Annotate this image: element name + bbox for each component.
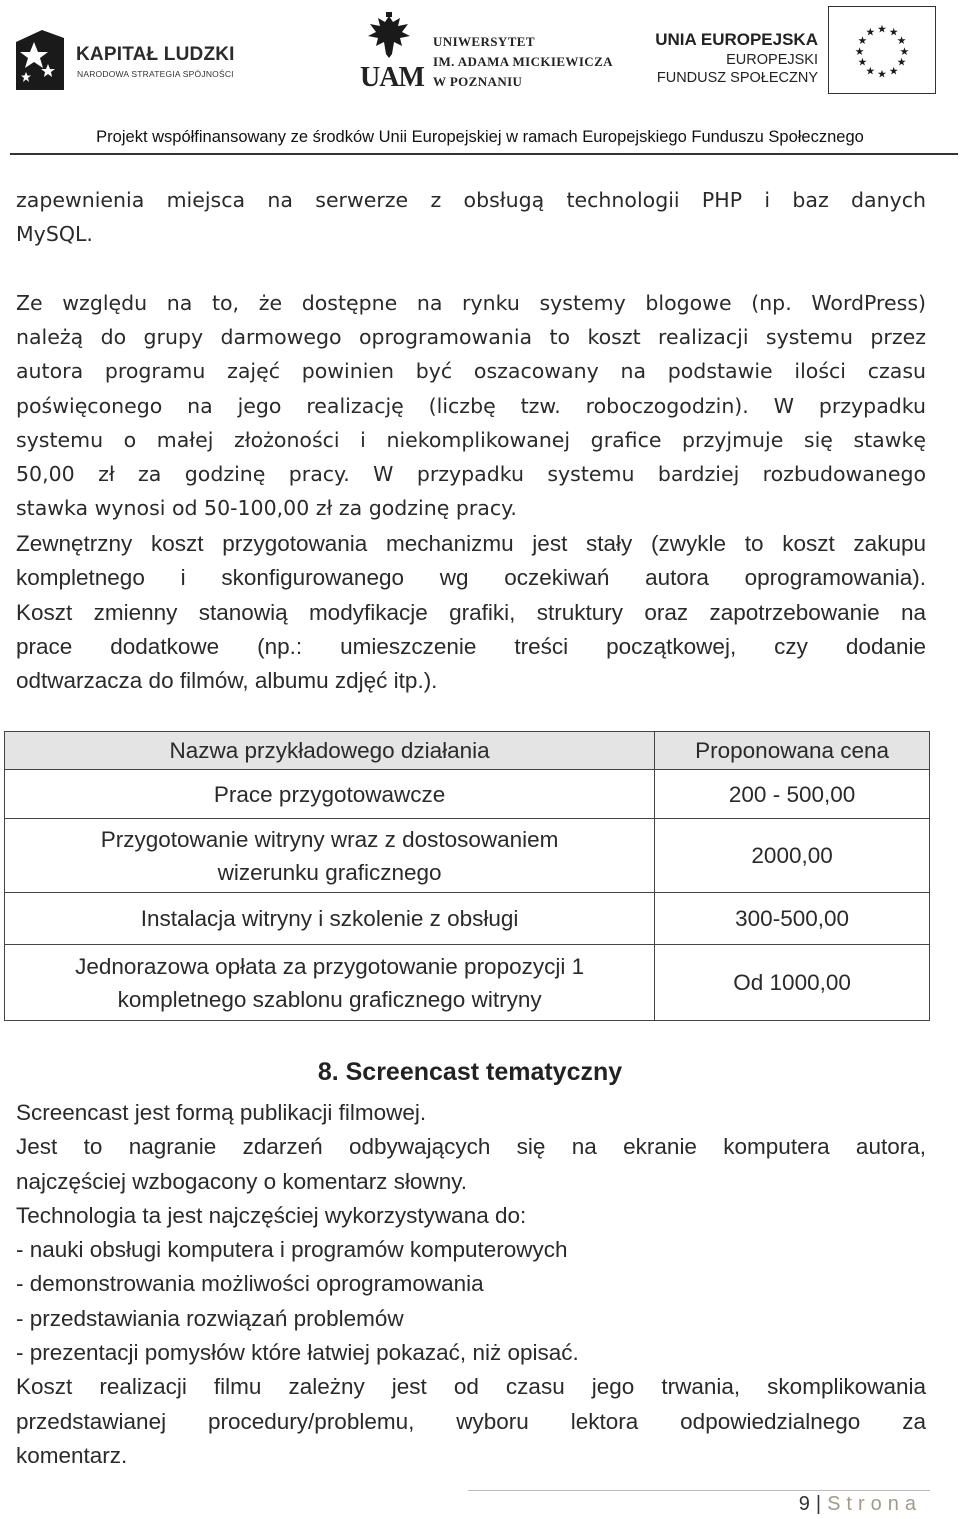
page-number: 9 <box>798 1493 810 1515</box>
price-cell: 2000,00 <box>655 819 930 893</box>
eu-line-2: EUROPEJSKI <box>726 52 818 68</box>
paragraph-line: komentarz. <box>16 1442 128 1468</box>
paragraph-line: zapewnienia miejsca na serwerze z obsługą technologii PHP i baz danych <box>16 188 926 212</box>
list-item: - nauki obsługi komputera i programów komputerowych <box>16 1237 568 1263</box>
paragraph-hosting <box>16 183 926 251</box>
eu-stars-flag-icon <box>828 6 936 94</box>
kapital-ludzki-emblem-icon <box>12 28 68 90</box>
svg-text:★: ★ <box>888 25 899 39</box>
list-item: - przedstawiania rozwiązań problemów <box>16 1305 404 1331</box>
paragraph-line: systemu o małej złożoności i niekomplikowanej grafice przyjmuje się stawkę <box>16 427 926 452</box>
svg-text:★: ★ <box>857 34 868 48</box>
cell-line: Przygotowanie witryny wraz z dostosowaniem <box>100 826 559 852</box>
svg-text:★: ★ <box>865 64 876 78</box>
price-cell: 300-500,00 <box>655 893 930 945</box>
page-footer <box>799 1493 922 1516</box>
svg-text:★: ★ <box>899 44 910 58</box>
kapital-ludzki-subtitle: NARODOWA STRATEGIA SPÓJNOŚCI <box>77 69 234 79</box>
list-item: - demonstrowania możliwości oprogramowania <box>16 1271 484 1297</box>
section-heading: 8. Screencast tematyczny <box>317 1058 623 1086</box>
paragraph-line: Screencast jest formą publikacji filmowej. <box>16 1100 427 1125</box>
footer-divider <box>468 1490 930 1491</box>
header-divider <box>10 153 958 155</box>
table-row <box>5 945 930 1021</box>
cell-line: Jednorazowa opłata za przygotowanie propozycji 1 <box>75 953 585 979</box>
table-row <box>5 770 930 819</box>
paragraph-line: MySQL. <box>16 222 93 247</box>
uam-line-3: W POZNANIU <box>433 74 523 89</box>
cell-line: wizerunku graficznego <box>217 859 442 885</box>
action-name-cell <box>5 893 655 945</box>
cell-line: Prace przygotowawcze <box>213 781 446 807</box>
eagle-crest-icon <box>364 12 414 60</box>
eu-logo <box>655 6 940 96</box>
svg-text:★: ★ <box>888 64 899 78</box>
paragraph-line: przedstawianej procedury/problemu, wyboru lektora odpowiedzialnego za <box>16 1408 926 1434</box>
uam-logo <box>348 4 613 104</box>
paragraph-line: najczęściej wzbogacony o komentarz słowny. <box>16 1168 468 1194</box>
eu-line-3: FUNDUSZ SPOŁECZNY <box>656 70 818 86</box>
cell-line: Instalacja witryny i szkolenie z obsługi <box>140 906 519 931</box>
table-header-row <box>5 732 930 770</box>
column-header-price: Proponowana cena <box>655 732 930 770</box>
cell-line: kompletnego szablonu graficznego witryny <box>117 986 542 1012</box>
kapital-ludzki-logo <box>12 22 235 102</box>
column-header-name: Nazwa przykładowego działania <box>5 732 655 770</box>
action-name-cell <box>5 945 655 1021</box>
section-body <box>16 1096 926 1473</box>
paragraph-line: Jest to nagranie zdarzeń odbywających się na ekranie komputera autora, <box>16 1134 926 1160</box>
paragraph-line: kompletnego i skonfigurowanego wg oczekiwań autora oprogramowania). <box>16 565 926 591</box>
action-name-cell <box>5 770 655 819</box>
paragraph-line: prace dodatkowe (np.: umieszczenie treści początkowej, czy dodanie <box>16 633 926 659</box>
page-word: Strona <box>827 1493 922 1515</box>
eu-line-1: UNIA EUROPEJSKA <box>655 30 818 49</box>
paragraph-line: należą do grupy darmowego oprogramowania to koszt realizacji systemu przez <box>16 325 926 350</box>
paragraph-line: Koszt zmienny stanowią modyfikacje grafiki, struktury oraz zapotrzebowanie na <box>16 599 926 625</box>
svg-text:★: ★ <box>857 55 868 69</box>
paragraph-line: Technologia ta jest najczęściej wykorzystywana do: <box>16 1202 527 1228</box>
paragraph-line: Koszt realizacji filmu zależny jest od czasu jego trwania, skomplikowania <box>16 1374 926 1400</box>
paragraph-line: stawka wynosi od 50-100,00 zł za godzinę pracy. <box>16 496 517 521</box>
uam-line-1: UNIWERSYTET <box>433 34 535 49</box>
svg-text:★: ★ <box>896 55 907 69</box>
price-cell: 200 - 500,00 <box>655 770 930 819</box>
svg-text:★: ★ <box>877 22 887 36</box>
uam-line-2: IM. ADAMA MICKIEWICZA <box>433 54 613 69</box>
paragraph-external-cost <box>16 527 926 698</box>
paragraph-cost-estimation <box>16 286 926 525</box>
pricing-table <box>4 731 930 1021</box>
paragraph-line: Zewnętrzny koszt przygotowania mechanizmu jest stały (zwykle to koszt zakupu <box>16 531 926 556</box>
paragraph-line: 50,00 zł za godzinę pracy. W przypadku systemu bardziej rozbudowanego <box>16 462 926 487</box>
svg-text:★: ★ <box>877 67 887 81</box>
price-cell: Od 1000,00 <box>655 945 930 1021</box>
action-name-cell <box>5 819 655 893</box>
project-funding-line: Projekt współfinansowany ze środków Unii Europejskiej w ramach Europejskiego Funduszu Społecznego <box>96 128 864 146</box>
page-header <box>0 0 960 160</box>
paragraph-line: autora programu zajęć powinien być oszacowany na podstawie ilości czasu <box>16 359 926 384</box>
svg-text:★: ★ <box>865 25 876 39</box>
paragraph-line: odtwarzacza do filmów, albumu zdjęć itp.). <box>16 668 438 694</box>
kapital-ludzki-title: KAPITAŁ LUDZKI <box>76 44 235 65</box>
table-row <box>5 893 930 945</box>
paragraph-line: poświęconego na jego realizację (liczbę tzw. roboczogodzin). W przypadku <box>16 393 926 418</box>
list-item: - prezentacji pomysłów które łatwiej pokazać, niż opisać. <box>16 1340 579 1366</box>
footer-separator: | <box>815 1493 822 1515</box>
svg-text:★: ★ <box>896 34 907 48</box>
table-row <box>5 819 930 893</box>
svg-text:★: ★ <box>854 44 865 58</box>
paragraph-line: Ze względu na to, że dostępne na rynku systemy blogowe (np. WordPress) <box>16 291 926 315</box>
uam-monogram: UAM <box>360 62 424 93</box>
